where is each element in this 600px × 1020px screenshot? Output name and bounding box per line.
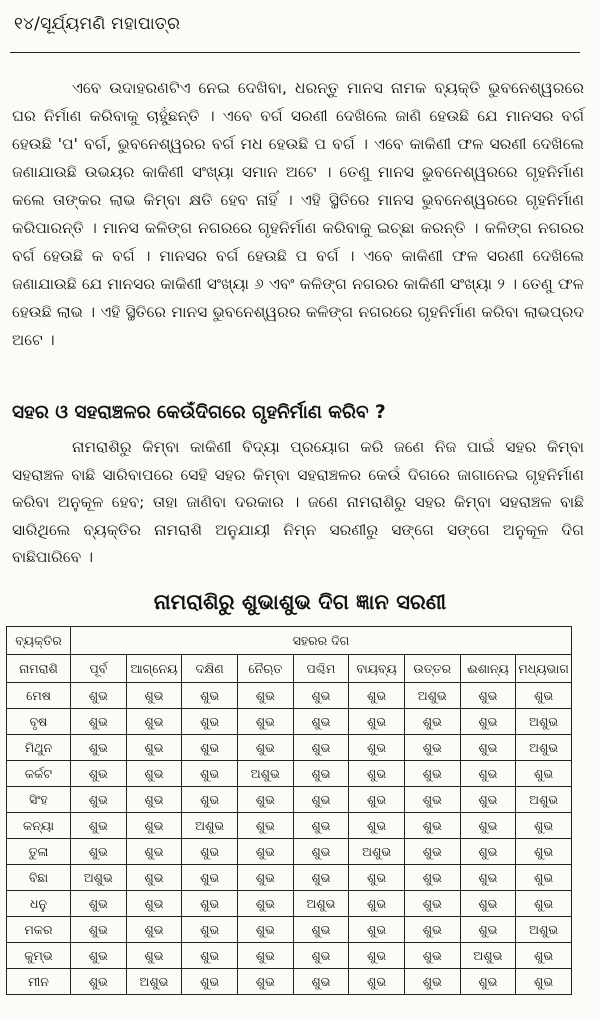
column-header: ଆଗ୍ନେୟ bbox=[126, 655, 182, 683]
result-cell: ଶୁଭ bbox=[237, 891, 293, 917]
result-cell: ଶୁଭ bbox=[126, 761, 182, 787]
rashi-cell: କନ୍ୟା bbox=[7, 813, 71, 839]
result-cell: ଶୁଭ bbox=[404, 969, 460, 995]
result-cell: ଶୁଭ bbox=[516, 891, 572, 917]
result-cell: ଅଶୁଭ bbox=[126, 969, 182, 995]
result-cell: ଶୁଭ bbox=[516, 683, 572, 709]
result-cell: ଶୁଭ bbox=[126, 891, 182, 917]
result-cell: ଶୁଭ bbox=[182, 761, 238, 787]
result-cell: ଶୁଭ bbox=[182, 709, 238, 735]
result-cell: ଶୁଭ bbox=[404, 839, 460, 865]
result-cell: ଅଶୁଭ bbox=[516, 735, 572, 761]
rashi-cell: ମୀନ bbox=[7, 969, 71, 995]
table-row bbox=[7, 709, 572, 735]
result-cell: ଶୁଭ bbox=[460, 839, 516, 865]
result-cell: ଶୁଭ bbox=[126, 787, 182, 813]
result-cell: ଶୁଭ bbox=[182, 943, 238, 969]
result-cell: ଶୁଭ bbox=[516, 839, 572, 865]
table-row bbox=[7, 917, 572, 943]
table-row bbox=[7, 943, 572, 969]
result-cell: ଶୁଭ bbox=[460, 813, 516, 839]
result-cell: ଶୁଭ bbox=[126, 709, 182, 735]
column-header: ନୈଋତ bbox=[237, 655, 293, 683]
result-cell: ଶୁଭ bbox=[182, 735, 238, 761]
rashi-cell: ସିଂହ bbox=[7, 787, 71, 813]
result-cell: ଶୁଭ bbox=[404, 709, 460, 735]
result-cell: ଅଶୁଭ bbox=[516, 917, 572, 943]
result-cell: ଶୁଭ bbox=[126, 683, 182, 709]
result-cell: ଶୁଭ bbox=[349, 865, 405, 891]
result-cell: ଶୁଭ bbox=[71, 787, 127, 813]
result-cell: ଶୁଭ bbox=[404, 865, 460, 891]
rashi-cell: ଧନୁ bbox=[7, 891, 71, 917]
result-cell: ଶୁଭ bbox=[349, 761, 405, 787]
result-cell: ଶୁଭ bbox=[237, 865, 293, 891]
column-header: ପୂର୍ବ bbox=[71, 655, 127, 683]
table-row bbox=[7, 969, 572, 995]
result-cell: ଶୁଭ bbox=[126, 865, 182, 891]
result-cell: ଶୁଭ bbox=[293, 709, 349, 735]
result-cell: ଶୁଭ bbox=[460, 709, 516, 735]
result-cell: ଶୁଭ bbox=[293, 969, 349, 995]
result-cell: ଅଶୁଭ bbox=[460, 943, 516, 969]
result-cell: ଶୁଭ bbox=[71, 761, 127, 787]
result-cell: ଶୁଭ bbox=[404, 917, 460, 943]
result-cell: ଶୁଭ bbox=[516, 761, 572, 787]
result-cell: ଶୁଭ bbox=[460, 683, 516, 709]
direction-table bbox=[6, 626, 572, 995]
rashi-cell: ମିଥୁନ bbox=[7, 735, 71, 761]
result-cell: ଶୁଭ bbox=[182, 969, 238, 995]
result-cell: ଶୁଭ bbox=[182, 787, 238, 813]
result-cell: ଶୁଭ bbox=[516, 813, 572, 839]
result-cell: ଶୁଭ bbox=[293, 917, 349, 943]
result-cell: ଶୁଭ bbox=[404, 943, 460, 969]
result-cell: ଅଶୁଭ bbox=[182, 813, 238, 839]
paragraph-example: ଏବେ ଉଦାହରଣଟିଏ ନେଇ ଦେଖିବା, ଧରନ୍ତୁ ମାନସ ନାମକ ବ୍ୟକ୍ତି ଭୁବନେଶ୍ୱରରେ ଘର ନିର୍ମାଣ କରିବାକୁ ଚାହୁଁଛନ୍ତି । ଏବେ ବର୍ଗ ସରଣୀ ଦେଖିଲେ ଜାଣି ହେଉଛି ଯେ ମାନସର ବର୍ଗ ହେଉଛି 'ପ' ବର୍ଗ, ଭୁବନେଶ୍ୱରର ବର୍ଗ ମଧ ହେଉଛି ପ ବର୍ଗ । ଏବେ କାକିଣୀ ଫଳ ସରଣୀ ଦେଖିଲେ ଜଣାଯାଉଛି ଉଭୟର କାକିଣୀ ସଂଖ୍ୟା ସମାନ ଅଟେ । ତେଣୁ ମାନସ ଭୁବନେଶ୍ୱରରେ ଗୃହନିର୍ମାଣ କଲେ ତାଙ୍କର ଲାଭ କିମ୍ବା କ୍ଷତି ହେବ ନାହିଁ । ଏହି ସ୍ଥିତିରେ ମାନସ ଭୁବନେଶ୍ୱରରେ ଗୃହନିର୍ମାଣ କରିପାରନ୍ତି । ମାନସ କଳିଙ୍ଗ ନଗରରେ ଗୃହନିର୍ମାଣ କରିବାକୁ ଇଚ୍ଛା କରନ୍ତି । କଳିଙ୍ଗ ନଗରର ବର୍ଗ ହେଉଛି କ ବର୍ଗ । ମାନସର ବର୍ଗ ହେଉଛି ପ ବର୍ଗ । ଏବେ କାକିଣୀ ଫଳ ସରଣୀ ଦେଖିଲେ ଜଣାଯାଉଛି ଯେ ମାନସର କାକିଣୀ ସଂଖ୍ୟା ୬ ଏବଂ କଳିଙ୍ଗ ନଗରର କାକିଣୀ ସଂଖ୍ୟା ୨ । ତେଣୁ ଫଳ ହେଉଛି ଲାଭ । ଏହି ସ୍ଥିତିରେ ମାନସ ଭୁବନେଶ୍ୱରର କଳିଙ୍ଗ ନଗରରେ ଗୃହନିର୍ମାଣ କରିବା ଲାଭପ୍ରଦ ଅଟେ । bbox=[12, 79, 584, 349]
group-header: ସହରର ଦିଗ bbox=[71, 627, 572, 655]
result-cell: ଶୁଭ bbox=[182, 865, 238, 891]
running-header: ୧୪/ସୂର୍ଯ୍ୟମଣି ମହାପାତ୍ର bbox=[14, 14, 181, 34]
column-header: ଉତ୍ତର bbox=[404, 655, 460, 683]
result-cell: ଶୁଭ bbox=[349, 917, 405, 943]
result-cell: ଶୁଭ bbox=[71, 917, 127, 943]
result-cell: ଶୁଭ bbox=[126, 735, 182, 761]
result-cell: ଶୁଭ bbox=[404, 891, 460, 917]
result-cell: ଶୁଭ bbox=[182, 839, 238, 865]
result-cell: ଶୁଭ bbox=[349, 683, 405, 709]
result-cell: ଶୁଭ bbox=[71, 735, 127, 761]
result-cell: ଶୁଭ bbox=[460, 865, 516, 891]
result-cell: ଅଶୁଭ bbox=[516, 709, 572, 735]
result-cell: ଶୁଭ bbox=[293, 683, 349, 709]
result-cell: ଶୁଭ bbox=[71, 709, 127, 735]
result-cell: ଅଶୁଭ bbox=[404, 683, 460, 709]
result-cell: ଅଶୁଭ bbox=[349, 839, 405, 865]
body-section-2 bbox=[12, 434, 584, 572]
result-cell: ଅଶୁଭ bbox=[293, 891, 349, 917]
result-cell: ଅଶୁଭ bbox=[71, 865, 127, 891]
rashi-cell: ବୃଷ bbox=[7, 709, 71, 735]
result-cell: ଶୁଭ bbox=[516, 969, 572, 995]
table-row bbox=[7, 865, 572, 891]
result-cell: ଶୁଭ bbox=[293, 761, 349, 787]
rashi-cell: ତୁଳା bbox=[7, 839, 71, 865]
result-cell: ଶୁଭ bbox=[126, 943, 182, 969]
result-cell: ଶୁଭ bbox=[404, 787, 460, 813]
result-cell: ଶୁଭ bbox=[237, 943, 293, 969]
header-divider bbox=[10, 52, 580, 53]
result-cell: ଶୁଭ bbox=[182, 683, 238, 709]
result-cell: ଶୁଭ bbox=[460, 735, 516, 761]
result-cell: ଶୁଭ bbox=[293, 813, 349, 839]
result-cell: ଶୁଭ bbox=[71, 813, 127, 839]
table-body bbox=[7, 683, 572, 995]
column-header: ମଧ୍ୟଭାଗ bbox=[516, 655, 572, 683]
result-cell: ଶୁଭ bbox=[349, 969, 405, 995]
result-cell: ଶୁଭ bbox=[126, 917, 182, 943]
table-row bbox=[7, 735, 572, 761]
column-header: ଦକ୍ଷିଣ bbox=[182, 655, 238, 683]
result-cell: ଶୁଭ bbox=[349, 891, 405, 917]
result-cell: ଶୁଭ bbox=[404, 761, 460, 787]
result-cell: ଶୁଭ bbox=[126, 813, 182, 839]
result-cell: ଶୁଭ bbox=[293, 787, 349, 813]
result-cell: ଶୁଭ bbox=[71, 683, 127, 709]
table-row bbox=[7, 839, 572, 865]
rashi-cell: କୁମ୍ଭ bbox=[7, 943, 71, 969]
result-cell: ଶୁଭ bbox=[237, 917, 293, 943]
rashi-cell: କର୍କଟ bbox=[7, 761, 71, 787]
corner-header-bottom: ନାମରାଶି bbox=[7, 655, 71, 683]
result-cell: ଶୁଭ bbox=[516, 943, 572, 969]
result-cell: ଶୁଭ bbox=[293, 735, 349, 761]
rashi-cell: ମକର bbox=[7, 917, 71, 943]
table-row bbox=[7, 787, 572, 813]
result-cell: ଶୁଭ bbox=[237, 735, 293, 761]
table-title: ନାମରାଶିରୁ ଶୁଭାଶୁଭ ଦିଗ ଜ୍ଞାନ ସରଣୀ bbox=[153, 590, 447, 614]
result-cell: ଶୁଭ bbox=[349, 709, 405, 735]
rashi-cell: ମେଷ bbox=[7, 683, 71, 709]
result-cell: ଶୁଭ bbox=[404, 735, 460, 761]
section-heading: ସହର ଓ ସହରାଞ୍ଚଳର କେଉଁଦିଗରେ ଗୃହନିର୍ମାଣ କରିବ ? bbox=[12, 402, 386, 423]
paragraph-direction: ନାମରାଶିରୁ କିମ୍ବା କାକିଣୀ ବିଦ୍ୟା ପ୍ରୟୋଗ କରି ଜଣେ ନିଜ ପାଇଁ ସହର କିମ୍ବା ସହରାଞ୍ଚଳ ବାଛି ସାରିବାପରେ ସେହି ସହର କିମ୍ବା ସହରାଞ୍ଚଳର କେଉଁ ଦିଗରେ ଜାଗାନେଇ ଗୃହନିର୍ମାଣ କରିବା ଅନୁକୂଳ ହେବ; ତାହା ଜାଣିବା ଦରକାର । ଜଣେ ନାମରାଶିରୁ ସହର କିମ୍ବା ସହରାଞ୍ଚଳ ବାଛି ସାରିଥିଲେ ବ୍ୟକ୍ତିର ନାମରାଶି ଅନୁଯାୟୀ ନିମ୍ନ ସରଣୀରୁ ସଙ୍ଗେ ସଙ୍ଗେ ଅନୁକୂଳ ଦିଗ ବାଛିପାରିବେ । bbox=[12, 438, 584, 566]
column-header: ଈଶାନ୍ୟ bbox=[460, 655, 516, 683]
table-row bbox=[7, 813, 572, 839]
table-header-row-2 bbox=[7, 655, 572, 683]
result-cell: ଶୁଭ bbox=[460, 969, 516, 995]
result-cell: ଶୁଭ bbox=[237, 709, 293, 735]
table-row bbox=[7, 683, 572, 709]
result-cell: ଶୁଭ bbox=[460, 761, 516, 787]
result-cell: ଶୁଭ bbox=[460, 787, 516, 813]
rashi-cell: ବିଛା bbox=[7, 865, 71, 891]
result-cell: ଶୁଭ bbox=[237, 683, 293, 709]
result-cell: ଶୁଭ bbox=[182, 891, 238, 917]
result-cell: ଶୁଭ bbox=[182, 917, 238, 943]
result-cell: ଅଶୁଭ bbox=[237, 761, 293, 787]
result-cell: ଶୁଭ bbox=[237, 839, 293, 865]
result-cell: ଶୁଭ bbox=[71, 969, 127, 995]
table-row bbox=[7, 891, 572, 917]
result-cell: ଶୁଭ bbox=[349, 943, 405, 969]
result-cell: ଶୁଭ bbox=[293, 943, 349, 969]
table-row bbox=[7, 761, 572, 787]
result-cell: ଶୁଭ bbox=[71, 943, 127, 969]
result-cell: ଶୁଭ bbox=[237, 787, 293, 813]
result-cell: ଶୁଭ bbox=[460, 917, 516, 943]
result-cell: ଶୁଭ bbox=[349, 813, 405, 839]
result-cell: ଶୁଭ bbox=[293, 865, 349, 891]
column-header: ବାୟବ୍ୟ bbox=[349, 655, 405, 683]
result-cell: ଶୁଭ bbox=[293, 839, 349, 865]
result-cell: ଶୁଭ bbox=[349, 735, 405, 761]
column-header: ପଶ୍ଚିମ bbox=[293, 655, 349, 683]
result-cell: ଶୁଭ bbox=[460, 891, 516, 917]
result-cell: ଅଶୁଭ bbox=[516, 787, 572, 813]
result-cell: ଶୁଭ bbox=[237, 813, 293, 839]
table-header-row-1 bbox=[7, 627, 572, 655]
body-section-1 bbox=[12, 74, 584, 354]
corner-header-top: ବ୍ୟକ୍ତିର bbox=[7, 627, 71, 655]
result-cell: ଶୁଭ bbox=[349, 787, 405, 813]
result-cell: ଶୁଭ bbox=[237, 969, 293, 995]
result-cell: ଶୁଭ bbox=[126, 839, 182, 865]
result-cell: ଶୁଭ bbox=[71, 839, 127, 865]
result-cell: ଶୁଭ bbox=[71, 891, 127, 917]
result-cell: ଶୁଭ bbox=[404, 813, 460, 839]
result-cell: ଶୁଭ bbox=[516, 865, 572, 891]
